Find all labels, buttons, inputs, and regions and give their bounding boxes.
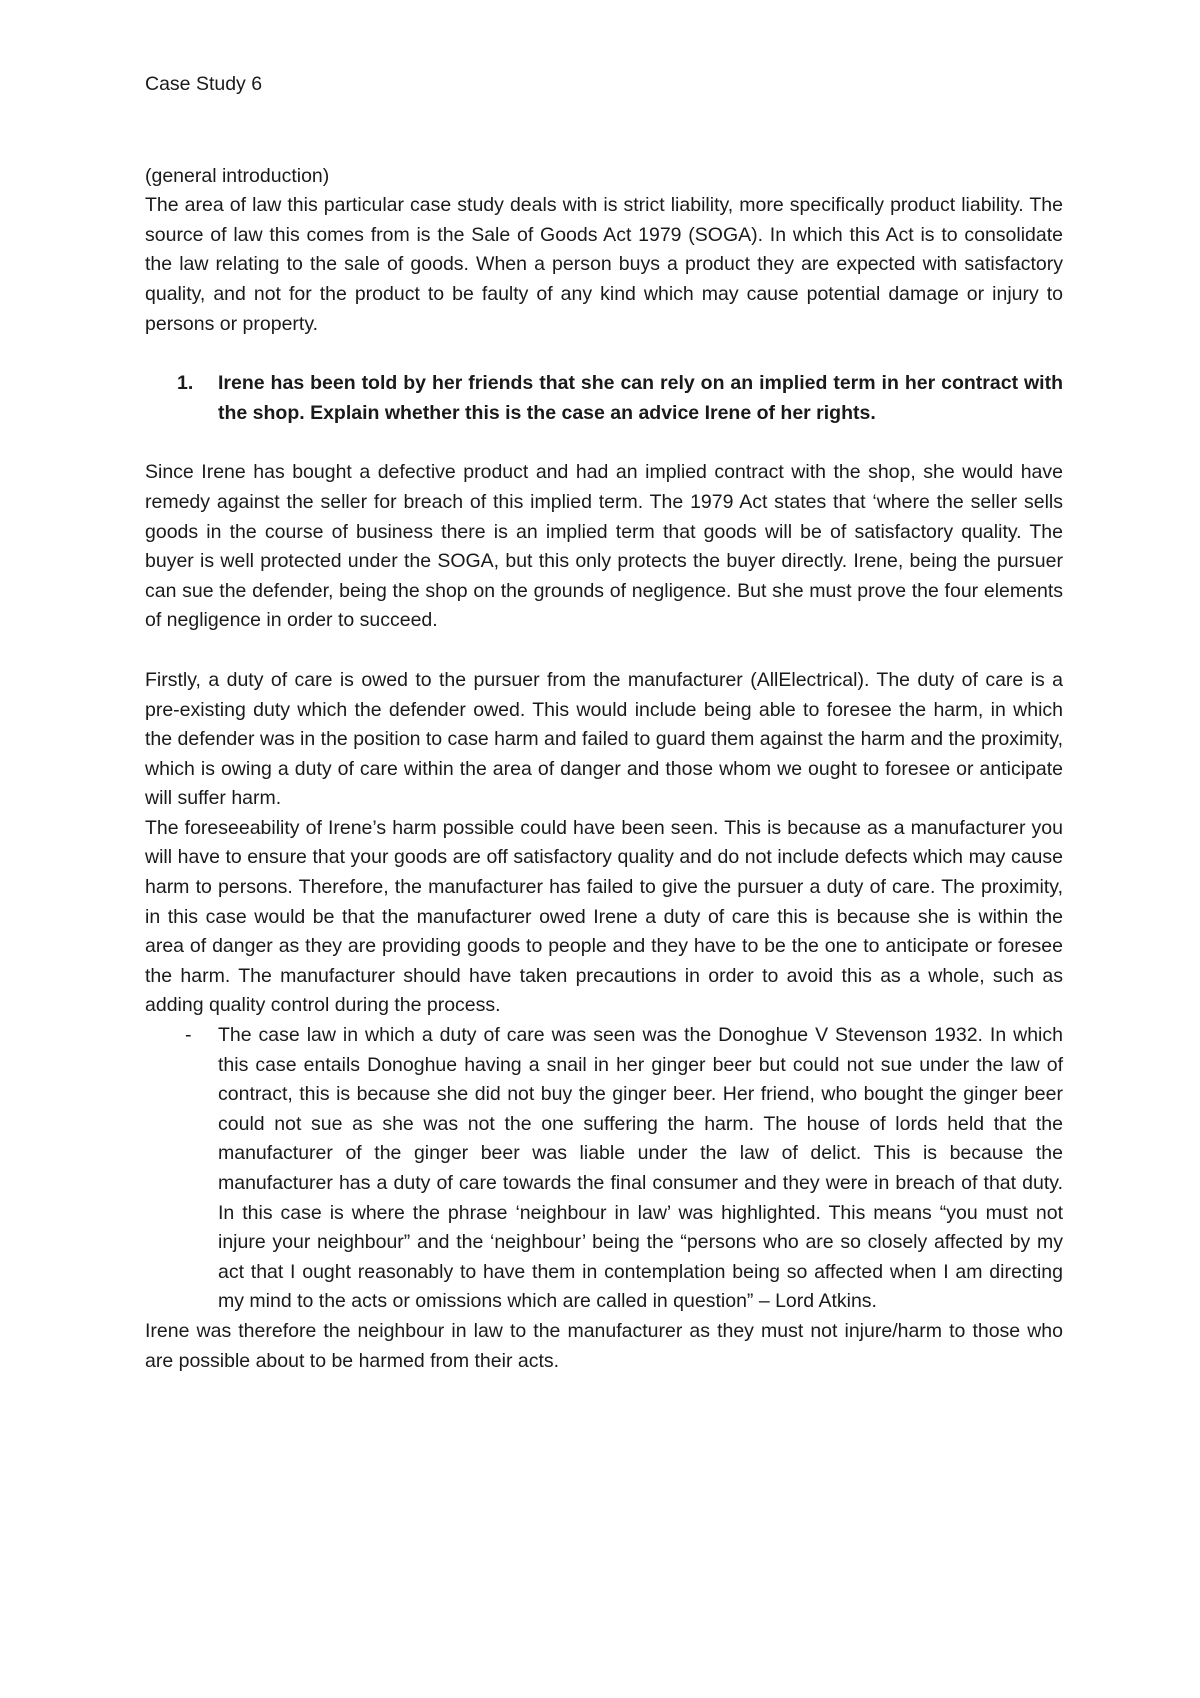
paragraph-implied-term: Since Irene has bought a defective product and had an implied contract with the shop, she would have remedy against the seller for breach of this implied term. The 1979 Act states that ‘where the seller sells goods in the course of business there is an implied term that goods will be of satisfactory quality. The buyer is well protected under the SOGA, but this only protects the buyer directly. Irene, being the pursuer can sue the defender, being the shop on the grounds of negligence. But she must prove the four elements of negligence in order to succeed. xyxy=(145,461,1063,632)
paragraph-conclusion: Irene was therefore the neighbour in law to the manufacturer as they must not injure/harm to those who are possible about to be harmed from their acts. xyxy=(145,1319,1063,1372)
intro-paragraph: The area of law this particular case study deals with is strict liability, more specifically product liability. The source of law this comes from is the Sale of Goods Act 1979 (SOGA). In which this Act is to consolidate the law relating to the sale of goods. When a person buys a product they are expected with satisfactory quality, and not for the product to be faulty of any kind which may cause potential damage or injury to persons or property. xyxy=(145,194,1063,335)
bullet-marker: - xyxy=(185,1024,192,1047)
case-law-bullet xyxy=(145,1021,1063,1317)
question-number: 1. xyxy=(177,372,194,395)
document-page xyxy=(145,70,1063,1376)
paragraph-duty-of-care: Firstly, a duty of care is owed to the pursuer from the manufacturer (AllElectrical). The duty of care is a pre-existing duty which the defender owed. This would include being able to foresee the harm, in which the defender was in the position to case harm and failed to guard them against the harm and the proximity, which is owing a duty of care within the area of danger and those whom we ought to foresee or anticipate will suffer harm. xyxy=(145,668,1063,810)
question-1 xyxy=(145,369,1063,428)
document-title: Case Study 6 xyxy=(145,73,263,95)
intro-heading: (general introduction) xyxy=(145,164,330,187)
paragraph-foreseeability: The foreseeability of Irene’s harm possible could have been seen. This is because as a manufacturer you will have to ensure that your goods are off satisfactory quality and do not include defects which may cause harm to persons. Therefore, the manufacturer has failed to give the pursuer a duty of care. The proximity, in this case would be that the manufacturer owed Irene a duty of care this is because she is within the area of danger as they are providing goods to people and they have to be the one to anticipate or foresee the harm. The manufacturer should have taken precautions in order to avoid this as a whole, such as adding quality control during the process. xyxy=(145,816,1063,1017)
question-text: Irene has been told by her friends that she can rely on an implied term in her contract with the shop. Explain whether this is the case an advice Irene of her rights. xyxy=(218,372,1063,424)
bullet-text: The case law in which a duty of care was seen was the Donoghue V Stevenson 1932. In which this case entails Donoghue having a snail in her ginger beer but could not sue under the law of contract, this is because she did not buy the ginger beer. Her friend, who bought the ginger beer could not sue as she was not the one suffering the harm. The house of lords held that the manufacturer of the ginger beer was liable under the law of delict. This is because the manufacturer has a duty of care towards the final consumer and they were in breach of that duty. In this case is where the phrase ‘neighbour in law’ was highlighted. This means “you must not injure your neighbour” and the ‘neighbour’ being the “persons who are so closely affected by my act that I ought reasonably to have them in contemplation being so affected when I am directing my mind to the acts or omissions which are called in question” – Lord Atkins. xyxy=(218,1024,1063,1313)
